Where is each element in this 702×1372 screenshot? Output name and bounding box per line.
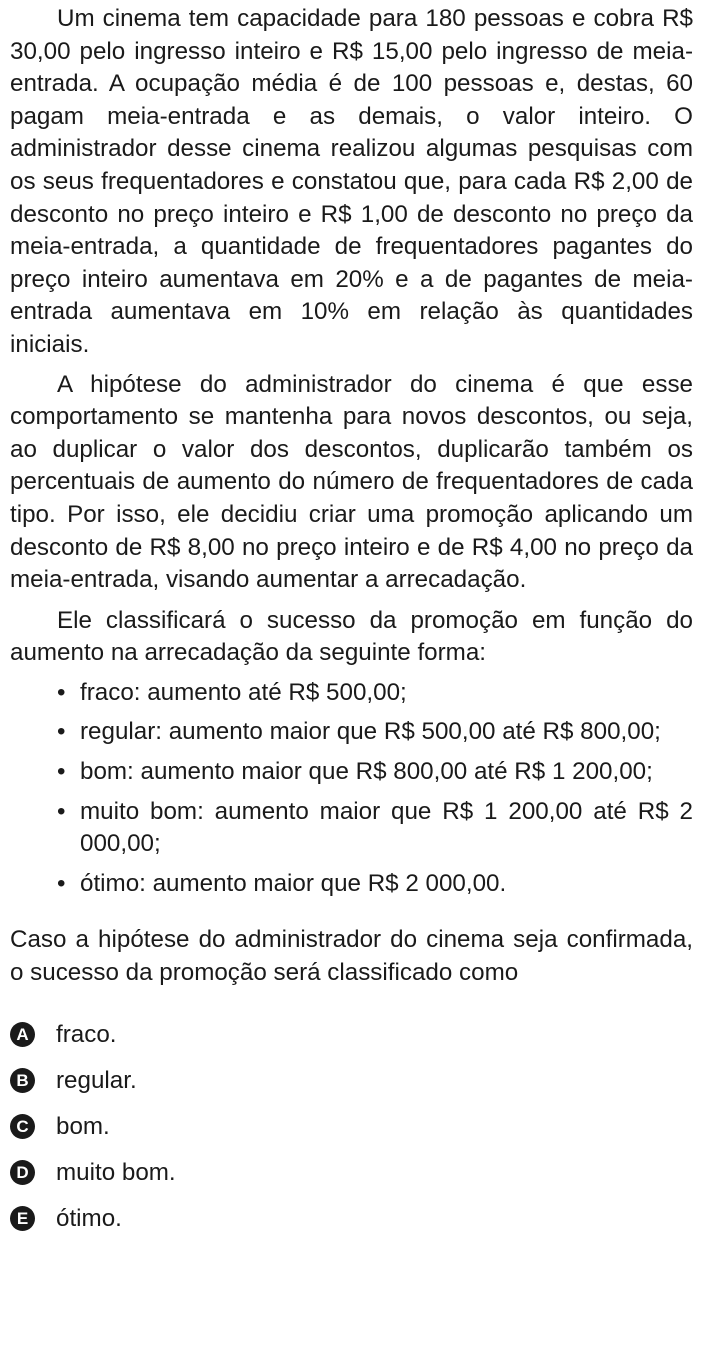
option-letter-icon: B	[10, 1068, 35, 1093]
list-item	[10, 796, 693, 861]
bullet-icon: •	[57, 718, 66, 746]
option-text: regular.	[56, 1066, 137, 1094]
bullet-icon: •	[57, 678, 66, 706]
option-d[interactable]	[10, 1150, 693, 1196]
list-item	[10, 677, 693, 710]
answer-options	[10, 1012, 693, 1242]
option-text: fraco.	[56, 1020, 117, 1048]
bullet-icon: •	[57, 797, 66, 825]
list-item-text: regular: aumento maior que R$ 500,00 até R$ 800,00;	[80, 718, 661, 746]
classification-list	[10, 677, 693, 901]
statement-paragraph-2: A hipótese do administrador do cinema é que esse comportamento se mantenha para novos descontos, ou seja, ao duplicar o valor dos descontos, duplicarão também os percentuais de aumento do número de frequentadores de cada tipo. Por isso, ele decidiu criar uma promoção aplicando um desconto de R$ 8,00 no preço inteiro e de R$ 4,00 no preço da meia-entrada, visando aumentar a arrecadação.	[10, 370, 693, 594]
list-item-text: bom: aumento maior que R$ 800,00 até R$ 1 200,00;	[80, 758, 653, 786]
list-item	[10, 756, 693, 789]
option-letter-icon: A	[10, 1022, 35, 1047]
option-text: muito bom.	[56, 1158, 176, 1186]
option-letter-icon: C	[10, 1114, 35, 1139]
list-item	[10, 716, 693, 749]
option-text: bom.	[56, 1112, 110, 1140]
list-item-text: muito bom: aumento maior que R$ 1 200,00 até R$ 2 000,00;	[80, 797, 693, 858]
statement-paragraph-3: Ele classificará o sucesso da promoção em função do aumento na arrecadação da seguinte forma:	[10, 606, 693, 667]
question-prompt: Caso a hipótese do administrador do cinema seja confirmada, o sucesso da promoção será classificado como	[10, 926, 693, 987]
option-b[interactable]	[10, 1058, 693, 1104]
bullet-icon: •	[57, 758, 66, 786]
option-letter-icon: D	[10, 1160, 35, 1185]
option-e[interactable]	[10, 1196, 693, 1242]
option-text: ótimo.	[56, 1204, 122, 1232]
option-a[interactable]	[10, 1012, 693, 1058]
bullet-icon: •	[57, 869, 66, 897]
list-item	[10, 868, 693, 901]
option-letter-icon: E	[10, 1206, 35, 1231]
statement-paragraph-1: Um cinema tem capacidade para 180 pessoas e cobra R$ 30,00 pelo ingresso inteiro e R$ 15,00 pelo ingresso de meia-entrada. A ocupação média é de 100 pessoas e, destas, 60 pagam meia-entrada e as demais, o valor inteiro. O administrador desse cinema realizou algumas pesquisas com os seus frequentadores e constatou que, para cada R$ 2,00 de desconto no preço inteiro e R$ 1,00 de desconto no preço da meia-entrada, a quantidade de frequentadores pagantes do preço inteiro aumentava em 20% e a de pagantes de meia-entrada aumentava em 10% em relação às quantidades iniciais.	[10, 5, 693, 358]
option-c[interactable]	[10, 1104, 693, 1150]
list-item-text: ótimo: aumento maior que R$ 2 000,00.	[80, 869, 507, 897]
list-item-text: fraco: aumento até R$ 500,00;	[80, 678, 407, 706]
